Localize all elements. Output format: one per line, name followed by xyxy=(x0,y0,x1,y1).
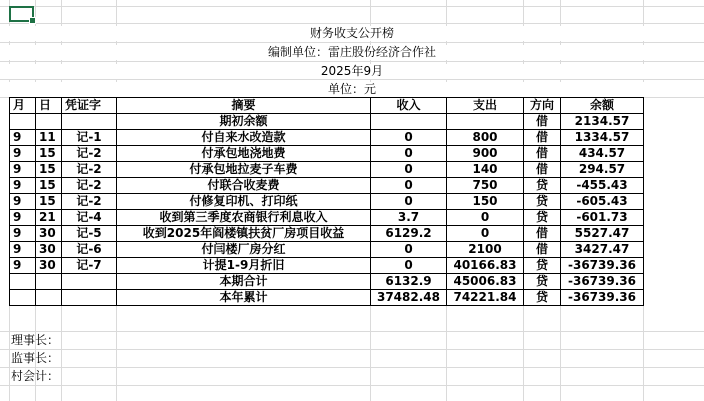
report-period: 2025年9月 xyxy=(0,64,704,79)
cell-day[interactable]: 15 xyxy=(36,146,62,162)
cell-month[interactable]: 9 xyxy=(10,130,36,146)
cell-direction[interactable]: 贷 xyxy=(524,258,561,274)
cell-expense[interactable]: 0 xyxy=(447,210,524,226)
cell-income[interactable]: 0 xyxy=(371,194,447,210)
cell-day[interactable]: 11 xyxy=(36,130,62,146)
cell-voucher[interactable]: 记-6 xyxy=(62,242,117,258)
year-total-expense[interactable]: 74221.84 xyxy=(447,290,524,306)
cell-summary[interactable]: 收到第三季度农商银行利息收入 xyxy=(117,210,371,226)
opening-summary[interactable]: 期初余额 xyxy=(117,114,371,130)
cell-expense[interactable]: 150 xyxy=(447,194,524,210)
cell-summary[interactable]: 付联合收麦费 xyxy=(117,178,371,194)
cell-summary[interactable]: 付承包地拉麦子车费 xyxy=(117,162,371,178)
period-total-balance[interactable]: -36739.36 xyxy=(561,274,644,290)
cell-balance[interactable]: -605.43 xyxy=(561,194,644,210)
cell-voucher[interactable]: 记-4 xyxy=(62,210,117,226)
cell-summary[interactable]: 付承包地浇地费 xyxy=(117,146,371,162)
ledger-table xyxy=(9,97,644,306)
cell-direction[interactable]: 贷 xyxy=(524,210,561,226)
cell-direction[interactable]: 借 xyxy=(524,162,561,178)
cell-voucher[interactable]: 记-2 xyxy=(62,146,117,162)
report-title: 财务收支公开榜 xyxy=(0,26,704,41)
table-row xyxy=(10,210,644,226)
cell-expense[interactable]: 0 xyxy=(447,226,524,242)
opening-balance[interactable]: 2134.57 xyxy=(561,114,644,130)
report-unit-line: 编制单位：雷庄股份经济合作社 xyxy=(0,45,704,60)
cell-balance[interactable]: -36739.36 xyxy=(561,258,644,274)
cell-voucher[interactable]: 记-2 xyxy=(62,162,117,178)
header-day[interactable]: 日 xyxy=(36,98,62,114)
period-total-expense[interactable]: 45006.83 xyxy=(447,274,524,290)
active-cell-cursor[interactable] xyxy=(9,6,34,22)
opening-balance-row xyxy=(10,114,644,130)
chairman-label: 理事长： xyxy=(11,333,60,347)
cell-month[interactable]: 9 xyxy=(10,210,36,226)
cell-direction[interactable]: 借 xyxy=(524,226,561,242)
cell-income[interactable]: 0 xyxy=(371,242,447,258)
cell-summary[interactable]: 付修复印机、打印纸 xyxy=(117,194,371,210)
cell-summary[interactable]: 付闫楼厂房分红 xyxy=(117,242,371,258)
cell-voucher[interactable]: 记-1 xyxy=(62,130,117,146)
period-total-summary[interactable]: 本期合计 xyxy=(117,274,371,290)
cell-summary[interactable]: 付自来水改造款 xyxy=(117,130,371,146)
cell-voucher[interactable]: 记-7 xyxy=(62,258,117,274)
cell-summary[interactable]: 收到2025年阎楼镇扶贫厂房项目收益 xyxy=(117,226,371,242)
header-balance[interactable]: 余额 xyxy=(561,98,644,114)
table-row xyxy=(10,178,644,194)
cell-voucher[interactable]: 记-2 xyxy=(62,178,117,194)
cell-income[interactable]: 0 xyxy=(371,130,447,146)
cell-expense[interactable]: 750 xyxy=(447,178,524,194)
cell-month[interactable]: 9 xyxy=(10,162,36,178)
cell-summary[interactable]: 计提1-9月折旧 xyxy=(117,258,371,274)
cell-balance[interactable]: 1334.57 xyxy=(561,130,644,146)
opening-direction[interactable]: 借 xyxy=(524,114,561,130)
table-row xyxy=(10,242,644,258)
cell-income[interactable]: 0 xyxy=(371,146,447,162)
cell-balance[interactable]: 5527.47 xyxy=(561,226,644,242)
report-currency: 单位：元 xyxy=(0,82,704,97)
cell-voucher[interactable]: 记-2 xyxy=(62,194,117,210)
year-total-income[interactable]: 37482.48 xyxy=(371,290,447,306)
cell-balance[interactable]: 434.57 xyxy=(561,146,644,162)
ledger-rows xyxy=(10,130,644,274)
table-row xyxy=(10,162,644,178)
header-expense[interactable]: 支出 xyxy=(447,98,524,114)
cell-direction[interactable]: 借 xyxy=(524,130,561,146)
cell-day[interactable]: 30 xyxy=(36,258,62,274)
cell-expense[interactable]: 2100 xyxy=(447,242,524,258)
table-row xyxy=(10,226,644,242)
header-income[interactable]: 收入 xyxy=(371,98,447,114)
accountant-label: 村会计： xyxy=(11,369,60,383)
cell-month[interactable]: 9 xyxy=(10,258,36,274)
cell-day[interactable]: 15 xyxy=(36,162,62,178)
cell-month[interactable]: 9 xyxy=(10,146,36,162)
header-month[interactable]: 月 xyxy=(10,98,36,114)
cell-direction[interactable]: 借 xyxy=(524,242,561,258)
cell-balance[interactable]: 294.57 xyxy=(561,162,644,178)
year-total-direction[interactable]: 贷 xyxy=(524,290,561,306)
period-total-income[interactable]: 6132.9 xyxy=(371,274,447,290)
cell-day[interactable]: 15 xyxy=(36,178,62,194)
cell-direction[interactable]: 贷 xyxy=(524,178,561,194)
cell-direction[interactable]: 贷 xyxy=(524,194,561,210)
cell-expense[interactable]: 900 xyxy=(447,146,524,162)
cell-direction[interactable]: 借 xyxy=(524,146,561,162)
cell-day[interactable]: 15 xyxy=(36,194,62,210)
year-total-balance[interactable]: -36739.36 xyxy=(561,290,644,306)
cell-expense[interactable]: 800 xyxy=(447,130,524,146)
table-header-row xyxy=(10,98,644,114)
cell-income[interactable]: 0 xyxy=(371,162,447,178)
period-total-row xyxy=(10,274,644,290)
cell-month[interactable]: 9 xyxy=(10,226,36,242)
cell-day[interactable]: 30 xyxy=(36,226,62,242)
cell-balance[interactable]: -455.43 xyxy=(561,178,644,194)
header-summary[interactable]: 摘要 xyxy=(117,98,371,114)
table-row xyxy=(10,130,644,146)
year-total-summary[interactable]: 本年累计 xyxy=(117,290,371,306)
supervisor-label: 监事长： xyxy=(11,351,60,365)
header-direction[interactable]: 方向 xyxy=(524,98,561,114)
period-total-direction[interactable]: 贷 xyxy=(524,274,561,290)
cell-month[interactable]: 9 xyxy=(10,242,36,258)
cell-balance[interactable]: 3427.47 xyxy=(561,242,644,258)
cell-expense[interactable]: 140 xyxy=(447,162,524,178)
cell-voucher[interactable]: 记-5 xyxy=(62,226,117,242)
table-row xyxy=(10,146,644,162)
cell-balance[interactable]: -601.73 xyxy=(561,210,644,226)
cell-expense[interactable]: 40166.83 xyxy=(447,258,524,274)
fill-handle[interactable] xyxy=(29,17,36,24)
year-total-row xyxy=(10,290,644,306)
table-row xyxy=(10,258,644,274)
cell-day[interactable]: 30 xyxy=(36,242,62,258)
cell-income[interactable]: 0 xyxy=(371,258,447,274)
cell-income[interactable]: 6129.2 xyxy=(371,226,447,242)
cell-income[interactable]: 3.7 xyxy=(371,210,447,226)
header-voucher[interactable]: 凭证字 xyxy=(62,98,117,114)
table-row xyxy=(10,194,644,210)
cell-day[interactable]: 21 xyxy=(36,210,62,226)
cell-income[interactable]: 0 xyxy=(371,178,447,194)
cell-month[interactable]: 9 xyxy=(10,194,36,210)
cell-month[interactable]: 9 xyxy=(10,178,36,194)
